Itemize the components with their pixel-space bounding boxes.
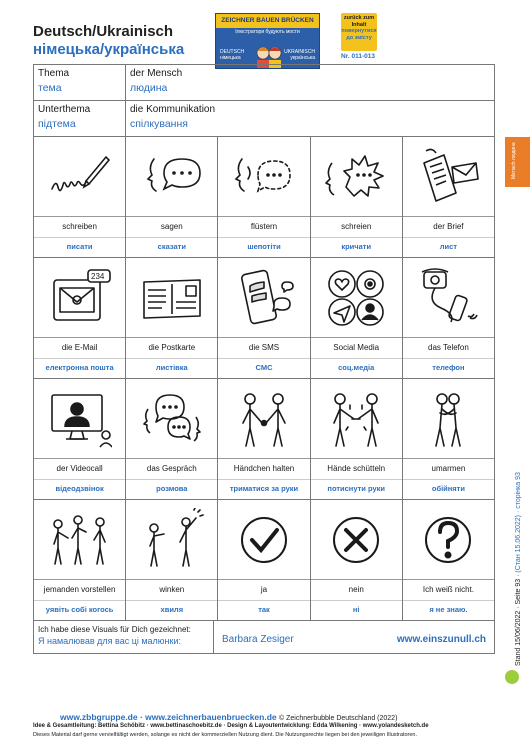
vocab-card — [218, 500, 310, 620]
card-label-de: schreien — [311, 217, 402, 238]
vocab-card — [403, 137, 494, 257]
theme-key — [34, 65, 126, 100]
card-label-de: der Videocall — [34, 459, 125, 480]
card-label-uk: розмова — [156, 484, 188, 493]
letter-icon — [416, 145, 480, 209]
card-label-uk: обійняти — [431, 484, 465, 493]
card-illustration — [403, 258, 494, 338]
card-illustration — [34, 258, 125, 338]
card-illustration — [34, 379, 125, 459]
vocab-row — [34, 379, 494, 500]
vocab-card — [403, 379, 494, 499]
card-illustration — [34, 137, 125, 217]
back-to-contents-button[interactable] — [341, 13, 377, 51]
introduce-icon — [48, 508, 112, 572]
card-illustration — [403, 379, 494, 459]
theme-value — [126, 65, 494, 100]
card-illustration — [126, 500, 217, 580]
vocab-card — [34, 500, 126, 620]
card-label-de: schreiben — [34, 217, 125, 238]
page-title-german: Deutsch/Ukrainisch — [33, 23, 174, 40]
card-label-uk: кричати — [341, 242, 372, 251]
card-illustration — [34, 500, 125, 580]
subtheme-label-uk: підтема — [38, 118, 76, 130]
vocab-card — [311, 258, 403, 378]
footer-copyright: © Zeichnerbubble Deutschland (2022) — [279, 715, 398, 722]
email-icon — [48, 266, 112, 330]
card-label-uk: телефон — [432, 363, 465, 372]
side-tab-label: Mensch людина — [511, 142, 517, 179]
card-label-uk: відеодзвінок — [55, 484, 104, 493]
card-label-uk: потиснути руки — [327, 484, 385, 493]
card-label-de: flüstern — [218, 217, 309, 238]
vocab-card — [218, 379, 310, 499]
card-label-de: die E-Mail — [34, 338, 125, 359]
vocab-card — [311, 137, 403, 257]
artist-name: Barbara Zesiger — [222, 634, 294, 645]
logo-title: ZEICHNER BAUEN BRÜCKEN — [216, 14, 319, 28]
subtheme-value — [126, 101, 494, 136]
credit-statement-uk: Я намалював для вас ці малюнки: — [38, 636, 181, 646]
card-label-uk: я не знаю. — [429, 605, 468, 614]
card-label-de: das Telefon — [403, 338, 494, 359]
card-label-de: Händchen halten — [218, 459, 309, 480]
back-label-de: zurück zum Inhalt — [343, 15, 375, 28]
card-illustration — [311, 258, 402, 338]
footer-license: Dieses Material darf gerne vervielfältigt werden, solange es nicht der kommerziellen Nutzung dient. Die Nutzungsrechte liegen bei den jeweiligen Illustratoren. — [33, 732, 417, 738]
card-label-uk: шепотіти — [247, 242, 281, 251]
stand-de: Stand 15/06/2022 · Seite 93 · — [515, 574, 522, 666]
card-illustration — [126, 137, 217, 217]
card-label-uk: хвиля — [160, 605, 184, 614]
whisper-bubble-icon — [232, 145, 296, 209]
credit-statement-de: Ich habe diese Visuals für Dich gezeichnet: — [38, 625, 191, 634]
theme-row — [34, 65, 494, 101]
card-label-uk: триматися за руки — [229, 484, 299, 493]
footer-credits: Idee & Gesamtleitung: Bettina Schöbitz · www.bettinaschoebitz.de · Design & Layoutentwicklung: Edda Wilkening · www.yolandesketch.de — [33, 723, 429, 729]
card-label-uk: писати — [66, 242, 93, 251]
theme-label-de: Thema — [38, 68, 70, 79]
vocabulary-sheet — [33, 64, 495, 654]
theme-value-de: der Mensch — [130, 68, 183, 79]
logo-subtitle: Ілюстратори будують мости — [235, 29, 300, 35]
vocab-card — [34, 258, 126, 378]
credit-statement — [34, 621, 214, 653]
conversation-icon — [140, 387, 204, 451]
vocab-row — [34, 137, 494, 258]
card-label-uk: уявіть собі когось — [45, 605, 114, 614]
vocab-card — [403, 500, 494, 620]
stand-uk: (Стан 15.06.2022) · сторінка 93 — [515, 472, 522, 575]
subtheme-key — [34, 101, 126, 136]
card-label-de: winken — [126, 580, 217, 601]
subtheme-label-de: Unterthema — [38, 104, 91, 115]
card-illustration — [311, 137, 402, 217]
card-label-uk: лист — [439, 242, 458, 251]
vocab-card — [34, 379, 126, 499]
telephone-icon — [416, 266, 480, 330]
card-label-de: sagen — [126, 217, 217, 238]
card-illustration — [218, 137, 309, 217]
subtheme-value-de: die Kommunikation — [130, 104, 216, 115]
question-icon — [416, 508, 480, 572]
card-illustration — [403, 500, 494, 580]
logo-language-right — [284, 49, 315, 61]
card-label-de: umarmen — [403, 459, 494, 480]
vocab-card — [311, 500, 403, 620]
card-label-uk: так — [258, 605, 270, 614]
card-illustration — [311, 500, 402, 580]
subtheme-value-uk: спілкування — [130, 118, 188, 130]
card-label-de: Social Media — [311, 338, 402, 359]
card-illustration — [403, 137, 494, 217]
vocab-row — [34, 258, 494, 379]
card-label-uk: електронна пошта — [45, 363, 114, 372]
hug-icon — [416, 387, 480, 451]
postcard-icon — [140, 266, 204, 330]
logo-right-uk: українська — [290, 55, 315, 61]
artist-website-link[interactable]: www.einszunull.ch — [396, 634, 486, 645]
card-label-uk: листівка — [155, 363, 188, 372]
wave-icon — [140, 508, 204, 572]
vocab-card — [34, 137, 126, 257]
vocab-card — [126, 258, 218, 378]
card-label-de: die SMS — [218, 338, 309, 359]
holding-hands-icon — [232, 387, 296, 451]
vocab-card — [126, 137, 218, 257]
vocab-card — [126, 500, 218, 620]
card-label-de: Hände schütteln — [311, 459, 402, 480]
vocab-card — [218, 258, 310, 378]
phone-sms-icon — [232, 266, 296, 330]
card-label-de: Ich weiß nicht. — [403, 580, 494, 601]
vocab-card — [126, 379, 218, 499]
theme-value-uk: людина — [130, 82, 168, 94]
shout-bubble-icon — [324, 145, 388, 209]
vocab-card — [218, 137, 310, 257]
page-stand-info — [515, 472, 522, 666]
cross-icon — [324, 508, 388, 572]
card-label-de: ja — [218, 580, 309, 601]
card-label-uk: ні — [352, 605, 360, 614]
logo-right-de: UKRAINISCH — [284, 49, 315, 55]
card-label-uk: СМС — [255, 363, 273, 372]
social-media-icon — [324, 266, 388, 330]
back-label-uk: повернутися до змісту — [341, 28, 377, 41]
card-label-uk: сказати — [157, 242, 186, 251]
card-label-uk: соц.медіа — [338, 363, 375, 372]
card-illustration — [126, 258, 217, 338]
card-illustration — [311, 379, 402, 459]
subtheme-row — [34, 101, 494, 137]
speech-bubble-icon — [140, 145, 204, 209]
vocab-row — [34, 500, 494, 621]
card-illustration — [126, 379, 217, 459]
vocab-card — [403, 258, 494, 378]
card-illustration — [218, 500, 309, 580]
illustrator-credit — [34, 621, 494, 653]
vocab-card — [311, 379, 403, 499]
videocall-icon — [48, 387, 112, 451]
svg-text:234: 234 — [90, 271, 104, 281]
logo-left-de: DEUTSCH — [220, 49, 245, 55]
checkmark-icon — [232, 508, 296, 572]
theme-label-uk: тема — [38, 82, 62, 94]
card-label-de: nein — [311, 580, 402, 601]
zeichner-bauen-bruecken-logo[interactable] — [215, 13, 320, 69]
logo-left-uk: німецька — [220, 55, 241, 61]
handshake-icon — [324, 387, 388, 451]
card-label-de: die Postkarte — [126, 338, 217, 359]
worksheet-number: Nr. 011-013 — [341, 53, 375, 60]
card-label-de: der Brief — [403, 217, 494, 238]
card-label-de: jemanden vorstellen — [34, 580, 125, 601]
card-illustration — [218, 258, 309, 338]
pen-writing-icon — [48, 145, 112, 209]
card-label-de: das Gespräch — [126, 459, 217, 480]
green-dot-icon — [505, 670, 519, 684]
card-illustration — [218, 379, 309, 459]
topic-side-tab[interactable] — [505, 137, 530, 187]
footer-website-links[interactable]: www.zbbgruppe.de · www.zeichnerbauenbruecken.de — [60, 712, 277, 722]
footer-links — [60, 712, 397, 722]
logo-language-left — [220, 49, 244, 61]
page-title-ukrainian: німецька/українська — [33, 41, 185, 58]
